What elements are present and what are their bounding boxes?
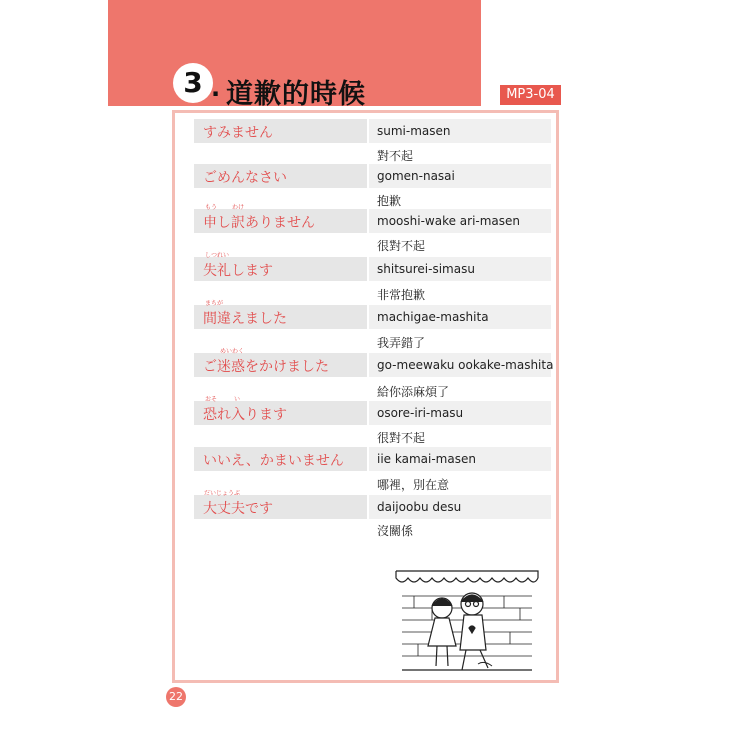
japanese-cell [194, 204, 367, 233]
japanese-cell [194, 447, 367, 471]
japanese-cell [194, 396, 367, 425]
romaji-cell [369, 257, 551, 281]
ruby-reading: もう [205, 204, 218, 211]
romaji-cell [369, 353, 554, 377]
japanese-cell [194, 252, 367, 281]
phrase-row [194, 164, 551, 188]
chinese-translation: 抱歉 [377, 194, 402, 208]
ruby-reading: しつれい [205, 252, 230, 259]
romaji-text: shitsurei-simasu [377, 262, 475, 276]
japanese-phrase: 申し訳ありません [203, 215, 315, 231]
chinese-translation: 哪裡，別在意 [377, 478, 450, 492]
romaji-cell [369, 305, 551, 329]
section-separator: . [211, 74, 221, 102]
phrase-row [194, 348, 554, 377]
japanese-cell [194, 119, 367, 143]
romaji-text: sumi-masen [377, 124, 451, 138]
romaji-text: osore-iri-masu [377, 406, 464, 420]
japanese-cell [194, 164, 367, 188]
romaji-text: gomen-nasai [377, 169, 455, 183]
ruby-reading: わけ [232, 204, 245, 211]
phrase-row [194, 300, 551, 329]
romaji-cell [369, 401, 551, 425]
romaji-cell [369, 447, 551, 471]
japanese-cell [194, 300, 367, 329]
page-title: 道歉的時候 [226, 79, 366, 110]
japanese-cell [194, 490, 367, 519]
japanese-phrase: ごめんなさい [203, 170, 287, 186]
phrase-row [194, 252, 551, 281]
romaji-text: mooshi-wake ari-masen [377, 214, 521, 228]
audio-track-tag: MP3-04 [500, 85, 561, 105]
phrase-row [194, 119, 551, 143]
romaji-cell [369, 495, 551, 519]
japanese-phrase: すみません [203, 125, 273, 141]
chinese-translation: 對不起 [377, 149, 414, 163]
ruby-reading: だいじょうぶ [204, 490, 241, 497]
apology-cartoon-illustration [392, 566, 542, 676]
chinese-translation: 非常抱歉 [377, 288, 426, 302]
ruby-reading: めいわく [220, 348, 245, 355]
ruby-reading: い [234, 396, 241, 403]
page-number: 22 [166, 687, 186, 707]
japanese-phrase: 失礼します [203, 263, 273, 279]
phrase-row [194, 447, 551, 471]
romaji-cell [369, 119, 551, 143]
japanese-cell [194, 348, 367, 377]
japanese-phrase: ご迷惑をかけました [203, 359, 329, 375]
romaji-cell [369, 164, 551, 188]
section-number-badge: 3 [173, 63, 213, 103]
romaji-text: iie kamai-masen [377, 452, 476, 466]
phrase-row [194, 396, 551, 425]
japanese-phrase: 間違えました [203, 311, 287, 327]
japanese-phrase: 恐れ入ります [203, 407, 287, 423]
japanese-phrase: 大丈夫です [203, 501, 273, 517]
chinese-translation: 很對不起 [377, 239, 426, 253]
phrase-row [194, 204, 551, 233]
romaji-text: go-meewaku ookake-mashita [377, 358, 554, 372]
chinese-translation: 給你添麻煩了 [377, 385, 450, 399]
romaji-text: daijoobu desu [377, 500, 462, 514]
phrase-row [194, 490, 551, 519]
chinese-translation: 我弄錯了 [377, 336, 426, 350]
chinese-translation: 很對不起 [377, 431, 426, 445]
japanese-phrase: いいえ、かまいません [203, 453, 344, 469]
chinese-translation: 沒關係 [377, 524, 414, 538]
romaji-text: machigae-mashita [377, 310, 489, 324]
ruby-reading: おそ [205, 396, 218, 403]
romaji-cell [369, 209, 551, 233]
ruby-reading: まちが [205, 300, 224, 307]
